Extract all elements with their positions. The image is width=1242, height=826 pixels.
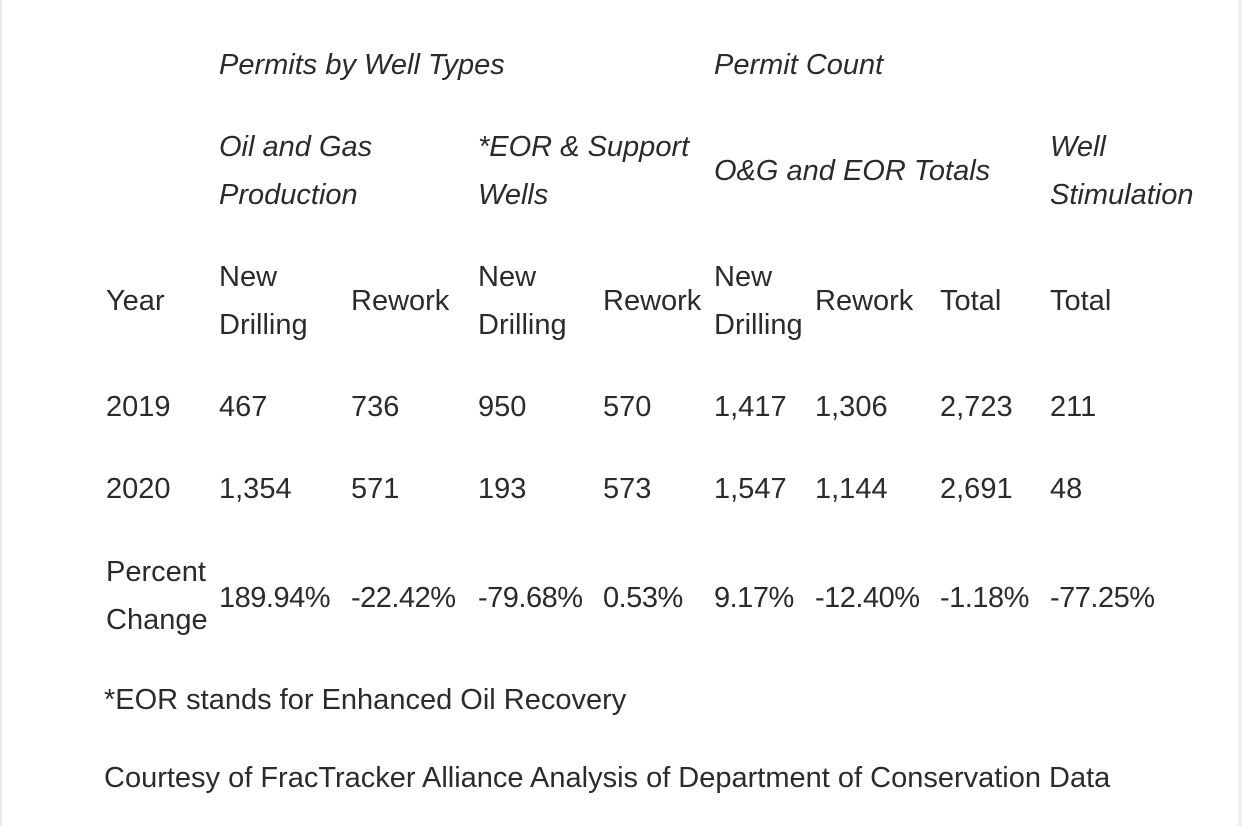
subheader-oil-gas-line1: Oil and Gas <box>219 131 373 163</box>
right-edge-divider <box>1238 0 1242 826</box>
pct-total-total: -1.18% <box>940 582 1029 614</box>
subheader-eor-line2: Wells <box>478 179 549 211</box>
row-2020-total-rework: 1,144 <box>815 473 888 505</box>
group-header-permits-by-well-types: Permits by Well Types <box>219 49 505 81</box>
col-header-year: Year <box>106 285 165 317</box>
row-2019-og-rework: 736 <box>351 391 400 423</box>
percent-change-label <box>106 548 208 644</box>
row-2020-stimulation-total: 48 <box>1050 473 1083 505</box>
col-header-stimulation-total: Total <box>1050 285 1112 317</box>
subheader-stim-line2: Stimulation <box>1050 179 1194 211</box>
pct-total-new: 9.17% <box>714 582 794 614</box>
percent-change-label-line2: Change <box>106 604 208 636</box>
col-header-eor-new-line1: New <box>478 261 537 293</box>
subheader-og-eor-totals: O&G and EOR Totals <box>714 155 991 187</box>
pct-eor-rework: 0.53% <box>603 582 683 614</box>
col-header-total-new-line2: Drilling <box>714 309 803 341</box>
row-2020-total-new: 1,547 <box>714 473 787 505</box>
group-header-permit-count: Permit Count <box>714 49 884 81</box>
col-header-og-rework: Rework <box>351 285 450 317</box>
row-2020-year: 2020 <box>106 473 171 505</box>
col-header-og-new-line1: New <box>219 261 278 293</box>
col-header-eor-new-drilling <box>478 253 567 349</box>
row-2019-total-rework: 1,306 <box>815 391 888 423</box>
subheader-eor-line1: *EOR & Support <box>478 131 690 163</box>
subheader-oil-gas-line2: Production <box>219 179 358 211</box>
col-header-og-new-drilling <box>219 253 308 349</box>
col-header-eor-rework: Rework <box>603 285 702 317</box>
row-2019-total-total: 2,723 <box>940 391 1013 423</box>
subheader-oil-gas-production <box>219 123 372 219</box>
subheader-stim-line1: Well <box>1050 131 1106 163</box>
col-header-eor-new-line2: Drilling <box>478 309 567 341</box>
col-header-og-new-line2: Drilling <box>219 309 308 341</box>
col-header-total-total: Total <box>940 285 1002 317</box>
percent-change-label-line1: Percent <box>106 556 206 588</box>
row-2019-eor-new: 950 <box>478 391 527 423</box>
pct-stimulation-total: -77.25% <box>1050 582 1155 614</box>
pct-eor-new: -79.68% <box>478 582 583 614</box>
pct-og-rework: -22.42% <box>351 582 456 614</box>
footnote-eor: *EOR stands for Enhanced Oil Recovery <box>104 684 627 716</box>
row-2020-og-rework: 571 <box>351 473 400 505</box>
row-2020-eor-rework: 573 <box>603 473 652 505</box>
pct-og-new: 189.94% <box>219 582 330 614</box>
row-2019-og-new: 467 <box>219 391 268 423</box>
credit-line: Courtesy of FracTracker Alliance Analysis of Department of Conservation Data <box>104 762 1111 794</box>
subheader-eor-support-wells <box>478 123 689 219</box>
pct-total-rework: -12.40% <box>815 582 920 614</box>
col-header-total-new-line1: New <box>714 261 773 293</box>
subheader-well-stimulation <box>1050 123 1193 219</box>
row-2020-og-new: 1,354 <box>219 473 292 505</box>
col-header-total-rework: Rework <box>815 285 914 317</box>
left-edge-divider <box>0 0 2 826</box>
row-2020-total-total: 2,691 <box>940 473 1013 505</box>
row-2020-eor-new: 193 <box>478 473 527 505</box>
row-2019-stimulation-total: 211 <box>1050 391 1097 423</box>
row-2019-total-new: 1,417 <box>714 391 787 423</box>
row-2019-eor-rework: 570 <box>603 391 652 423</box>
col-header-total-new-drilling <box>714 253 803 349</box>
row-2019-year: 2019 <box>106 391 171 423</box>
